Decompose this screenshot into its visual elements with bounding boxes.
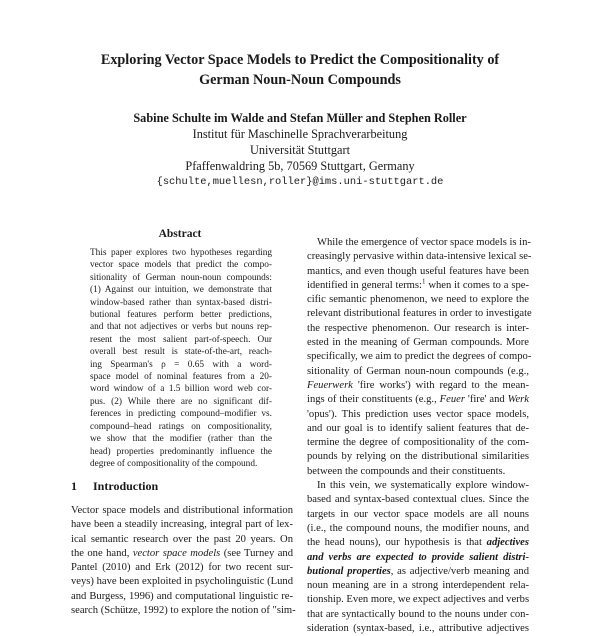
footnote-marker: 1 [422, 277, 426, 286]
intro-line: ical semantic research over the past 20 years. On [71, 533, 293, 545]
body-line: based and syntax-based contextual clues. Since the [307, 494, 529, 506]
body-text: 'fire' and [464, 394, 508, 406]
section-heading-introduction [71, 479, 158, 494]
body-text: butional properties [307, 565, 391, 577]
body-text: In this vein, we systematically explore window- [317, 480, 529, 492]
body-text: the head nouns), our hypothesis is that [307, 537, 487, 549]
body-line: creasingly pervasive within data-intensive lexical se- [307, 251, 532, 263]
body-text: , as adjective/verb meaning and [390, 565, 529, 577]
intro-line: have been a steadily increasing, integral part of lex- [71, 519, 293, 531]
abstract-line: degree of compositionality of the compound. [90, 458, 258, 469]
abstract-line: and that not adjectives or verbs but nouns rep- [90, 322, 272, 333]
body-line: pounds by relying on the distributional similarities [307, 451, 529, 463]
body-line [307, 565, 529, 579]
abstract-line: butional features perform better predictions, [90, 310, 272, 321]
body-text: and verbs are expected to provide salient distri- [307, 551, 529, 563]
body-text: Feuer [439, 394, 465, 406]
title-line-1: Exploring Vector Space Models to Predict the Compositionality of [100, 52, 500, 68]
section-title: Introduction [93, 479, 159, 493]
abstract-line: vector space models that predict the compo- [90, 260, 272, 271]
body-text: Feuerwerk [307, 379, 353, 391]
body-line: specifically, we aim to predict the degrees of compo- [307, 351, 532, 363]
author-block [80, 110, 520, 190]
body-line: that are syntactically bound to the nouns under con- [307, 608, 529, 620]
body-line: the respective phenomenon. Our research is inter- [307, 322, 529, 334]
title-line-2: German Noun-Noun Compounds [199, 72, 401, 88]
section-number: 1 [71, 479, 77, 493]
abstract-line: ing Spearman's ρ = 0.65 with a word- [90, 359, 272, 370]
body-line: sideration (syntax-based, i.e., attributive adjectives [307, 623, 529, 635]
body-line: (i.e., the compound nouns, the modifier nouns, and [307, 522, 529, 534]
abstract-line: we show that the modifier (rather than the [90, 434, 272, 445]
abstract-line: resent the most salient part-of-speech. Our [90, 334, 272, 345]
right-column-text [307, 236, 532, 636]
body-line: cific semantic phenomenon, we need to explore the [307, 294, 529, 306]
body-line [307, 393, 529, 407]
body-line: termine the degree of compositionality of the com- [307, 437, 529, 449]
body-line: targets in our vector space models are all nouns [307, 508, 529, 520]
intro-line: Pantel (2010) and Erk (2012) for two recent sur- [71, 562, 293, 574]
abstract-line: This paper explores two hypotheses regarding [90, 248, 272, 258]
abstract-line: overall best result is state-of-the-art, reach- [90, 347, 272, 358]
body-text: when it comes to a spe- [425, 279, 529, 291]
intro-line: and Burgess, 1996) and computational linguistic re- [71, 590, 293, 602]
body-line: tionship. Even more, we expect adjectives and verbs [307, 594, 530, 606]
body-line [307, 551, 529, 565]
abstract-line: pus. (2) While there are no significant dif- [90, 396, 272, 407]
body-text: identified in general terms: [307, 279, 422, 291]
body-line [307, 536, 529, 550]
body-line [307, 236, 529, 250]
abstract-text [90, 247, 272, 470]
affiliation-university: Universität Stuttgart [249, 143, 351, 157]
body-line: mantics, and even though useful features have been [307, 265, 529, 277]
paper-title [60, 50, 540, 90]
intro-line: Vector space models and distributional information [71, 505, 293, 516]
intro-line: search (Schütze, 1992) to explore the notion of "sim- [71, 605, 296, 617]
intro-line: the one hand, vector space models (see Turney and [71, 547, 293, 559]
abstract-line: ferences in predicting compound–modifier vs. [90, 409, 272, 420]
body-line: 'opus'). This prediction uses vector space models, [307, 408, 529, 420]
body-text: adjectives [486, 537, 529, 549]
abstract-line: window-based rather than syntax-based distri- [90, 297, 272, 308]
author-emails: {schulte,muellesn,roller}@ims.uni-stuttgart.de [156, 176, 444, 188]
body-line: sitionality of German noun-noun compounds (e.g., [307, 365, 529, 377]
body-line [307, 479, 529, 493]
body-line: and our goal is to identify salient features that de- [307, 422, 529, 434]
abstract-line: head) properties predominantly influence the [90, 446, 272, 457]
body-line: ested in the meaning of German compounds. More [307, 337, 529, 349]
body-line: relevant distributional features in order to investigate [307, 308, 532, 320]
body-text: 'fire works') with regard to the mean- [352, 379, 529, 391]
abstract-line: space model of nominal features from a 20- [90, 372, 272, 383]
body-line [307, 379, 529, 393]
body-line [307, 279, 529, 293]
author-names: Sabine Schulte im Walde and Stefan Müller and Stephen Roller [133, 111, 467, 125]
body-text: While the emergence of vector space models is in- [317, 237, 531, 248]
introduction-text [71, 504, 296, 618]
intro-line: veys) have been exploited in psycholinguistic (Lund [71, 576, 293, 588]
affiliation-address: Pfaffenwaldring 5b, 70569 Stuttgart, Germany [185, 159, 415, 173]
abstract-line: sitionality of German noun-noun compounds: [90, 272, 272, 283]
abstract-line: (1) Against our intuition, we demonstrate that [90, 285, 272, 296]
abstract-line: compound–head ratings on compositionality, [90, 421, 272, 432]
affiliation-institute: Institut für Maschinelle Sprachverarbeitung [192, 127, 408, 141]
body-line: between the compounds and their constituents. [307, 465, 506, 477]
abstract-line: word window of a 1.5 billion word web cor- [90, 384, 272, 395]
abstract-heading: Abstract [158, 228, 202, 240]
body-line: noun meaning are in a strong interdependent rela- [307, 580, 529, 592]
body-text: Werk [507, 394, 529, 406]
body-text: ings of their constituents (e.g., [307, 394, 440, 406]
